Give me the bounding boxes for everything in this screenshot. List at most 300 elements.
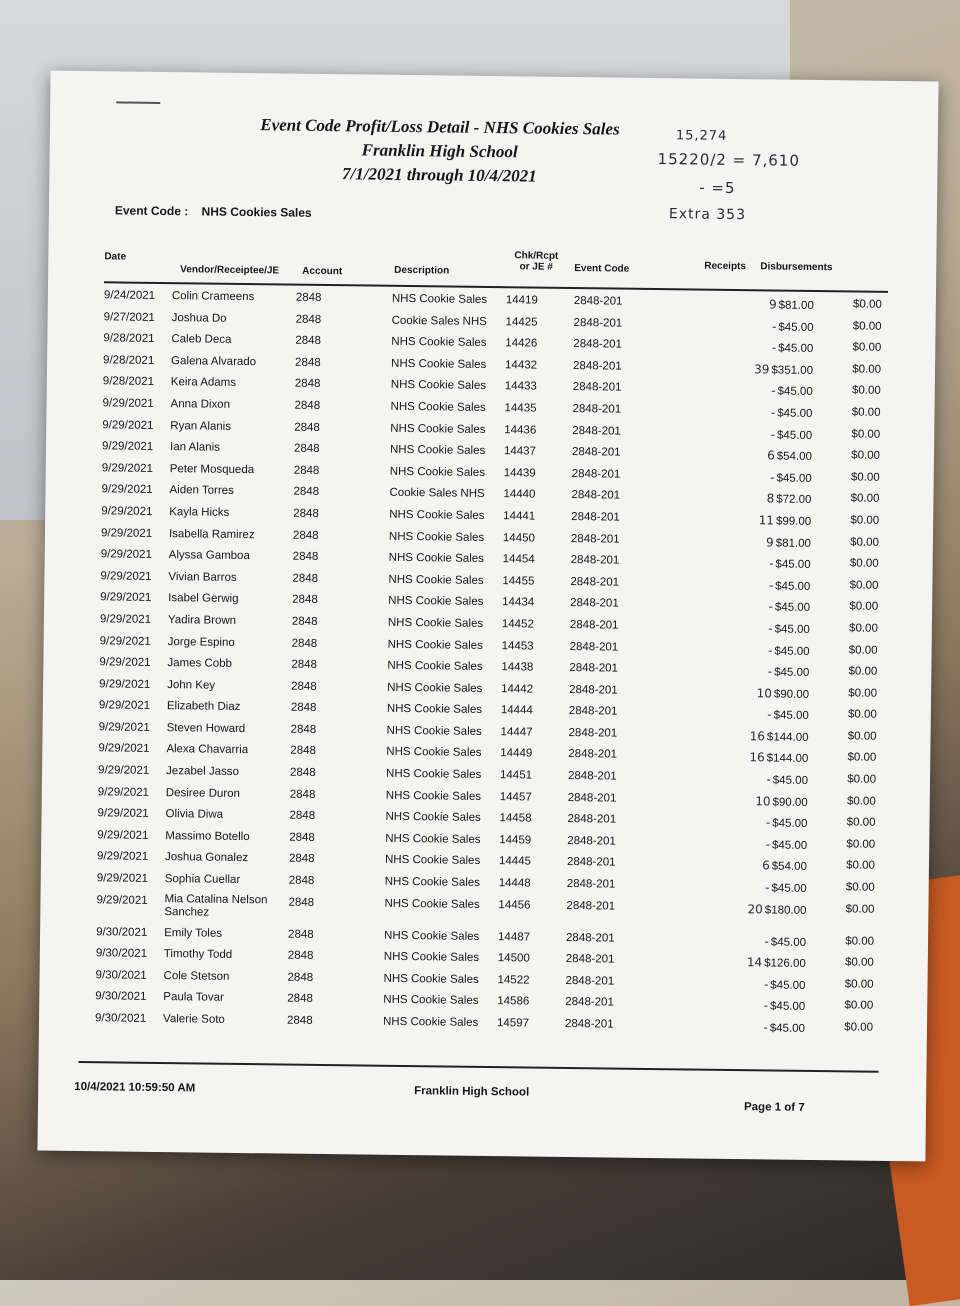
cell-vendor: Steven Howard	[166, 721, 246, 735]
cell-check-number: 14438	[501, 661, 534, 674]
cell-disbursements: $0.00	[844, 1021, 874, 1034]
cell-description: NHS Cookie Sales	[389, 443, 486, 458]
cell-receipts	[721, 513, 811, 528]
handwritten-tally: 16	[749, 750, 765, 765]
handwritten-tally: -	[771, 383, 776, 398]
receipt-amount: $45.00	[772, 774, 809, 787]
cell-event-code: 2848-201	[573, 316, 623, 330]
handwritten-note-4: Extra 353	[668, 206, 747, 224]
cell-date: 9/29/2021	[101, 440, 154, 454]
handwritten-tally: 11	[758, 513, 775, 528]
cell-disbursements: $0.00	[851, 427, 881, 441]
cell-event-code: 2848-201	[569, 618, 619, 632]
cell-disbursements: $0.00	[848, 643, 878, 657]
cell-account: 2848	[293, 507, 319, 520]
cell-vendor: Joshua Gonalez	[164, 851, 249, 865]
cell-receipts	[721, 556, 811, 571]
cell-account: 2848	[287, 992, 313, 1006]
handwritten-tally: 10	[756, 685, 772, 701]
cell-account: 2848	[288, 853, 315, 866]
cell-description: NHS Cookie Sales	[383, 994, 479, 1008]
cell-receipts	[722, 426, 812, 441]
cell-event-code: 2848-201	[566, 878, 616, 891]
cell-vendor: Ian Alanis	[169, 441, 220, 454]
cell-date: 9/29/2021	[101, 483, 153, 497]
receipt-amount: $45.00	[774, 623, 810, 636]
cell-event-code: 2848-201	[566, 931, 615, 945]
cell-disbursements: $0.00	[852, 363, 882, 376]
cell-disbursements: $0.00	[844, 999, 874, 1013]
handwritten-tally: 16	[749, 729, 766, 744]
cell-receipts	[723, 383, 813, 398]
receipt-amount: $45.00	[774, 645, 810, 658]
cell-description: NHS Cookie Sales	[384, 929, 480, 943]
handwritten-tally: -	[767, 642, 773, 657]
cell-disbursements: $0.00	[850, 471, 880, 484]
col-event-code: Event Code	[574, 263, 630, 275]
cell-description: NHS Cookie Sales	[384, 875, 481, 889]
cell-account: 2848	[290, 723, 317, 736]
receipt-amount: $45.00	[777, 385, 813, 399]
cell-date: 9/29/2021	[97, 785, 150, 799]
cell-receipts	[720, 578, 810, 593]
cell-account: 2848	[293, 442, 320, 456]
cell-account: 2848	[291, 658, 318, 672]
cell-date: 9/30/2021	[94, 1012, 147, 1025]
cell-receipts	[716, 933, 806, 948]
cell-check-number: 14487	[498, 930, 531, 944]
cell-vendor: Caleb Deca	[171, 333, 232, 347]
handwritten-tally: -	[770, 405, 776, 420]
cell-check-number: 14454	[502, 553, 535, 566]
receipt-amount: $81.00	[778, 299, 814, 312]
cell-receipts	[722, 470, 812, 485]
cell-vendor: Galena Alvarado	[171, 354, 257, 368]
cell-account: 2848	[292, 593, 318, 607]
cell-vendor: Anna Dixon	[170, 398, 231, 411]
cell-event-code: 2848-201	[571, 467, 621, 481]
cell-vendor: Kayla Hicks	[169, 506, 230, 519]
cell-vendor: Aiden Torres	[169, 484, 234, 498]
cell-event-code: 2848-201	[568, 726, 618, 740]
cell-description: NHS Cookie Sales	[382, 1015, 479, 1029]
cell-date: 9/28/2021	[103, 332, 155, 346]
cell-vendor: James Cobb	[167, 657, 233, 670]
cell-event-code: 2848-201	[570, 597, 619, 610]
cell-vendor: Olivia Diwa	[165, 808, 224, 822]
cell-check-number: 14436	[504, 423, 537, 437]
cell-check-number: 14459	[499, 833, 532, 847]
cell-event-code: 2848-201	[569, 683, 618, 697]
cell-event-code: 2848-201	[564, 1017, 614, 1031]
cell-disbursements: $0.00	[852, 341, 882, 354]
receipt-amount: $45.00	[775, 558, 811, 572]
cell-description: NHS Cookie Sales	[389, 465, 486, 479]
cell-description: NHS Cookie Sales	[387, 659, 483, 674]
receipt-amount: $45.00	[770, 936, 807, 949]
cell-date: 9/28/2021	[103, 354, 155, 367]
cell-date: 9/29/2021	[100, 569, 152, 583]
footer-school: Franklin High School	[414, 1085, 530, 1099]
cell-description: NHS Cookie Sales	[386, 724, 482, 738]
cell-vendor: Desiree Duron	[165, 786, 241, 800]
cell-check-number: 14522	[497, 973, 530, 987]
cell-check-number: 14444	[500, 704, 533, 717]
cell-receipts	[719, 664, 809, 679]
cell-event-code: 2848-201	[570, 532, 620, 546]
handwritten-tally: -	[765, 880, 770, 895]
receipt-amount: $45.00	[774, 666, 810, 680]
cell-check-number: 14452	[501, 618, 534, 631]
cell-account: 2848	[289, 788, 316, 801]
handwritten-tally: 10	[755, 793, 771, 809]
handwritten-tally: -	[763, 977, 769, 992]
report-school: Franklin High School	[361, 140, 518, 162]
receipt-amount: $45.00	[771, 839, 808, 852]
cell-event-code: 2848-201	[566, 856, 616, 870]
col-chk	[514, 250, 558, 273]
col-description: Description	[394, 264, 450, 277]
cell-disbursements: $0.00	[850, 492, 880, 506]
handwritten-tally: -	[768, 621, 773, 636]
col-account: Account	[302, 265, 343, 278]
cell-description: NHS Cookie Sales	[388, 573, 484, 587]
cell-account: 2848	[289, 766, 316, 779]
cell-date: 9/29/2021	[102, 397, 154, 410]
cell-disbursements: $0.00	[847, 751, 877, 765]
cell-account: 2848	[294, 377, 321, 391]
cell-date: 9/30/2021	[95, 947, 148, 961]
cell-disbursements: $0.00	[844, 978, 874, 991]
cell-description: NHS Cookie Sales	[391, 357, 487, 371]
cell-description: NHS Cookie Sales	[387, 616, 484, 630]
cell-account: 2848	[291, 637, 318, 650]
cell-date: 9/30/2021	[95, 990, 147, 1004]
cell-check-number: 14434	[502, 596, 535, 609]
cell-check-number: 14457	[499, 790, 532, 804]
cell-vendor: Mia Catalina Nelson Sanchez	[164, 892, 268, 919]
cell-disbursements: $0.00	[849, 579, 879, 592]
cell-check-number: 14451	[499, 769, 533, 782]
cell-event-code: 2848-201	[568, 705, 618, 718]
cell-check-number: 14456	[498, 898, 531, 912]
cell-receipts	[716, 901, 806, 916]
receipt-amount: $45.00	[778, 321, 814, 334]
cell-disbursements: $0.00	[851, 384, 881, 398]
cell-disbursements: $0.00	[846, 795, 876, 808]
cell-disbursements: $0.00	[846, 838, 876, 851]
cell-account: 2848	[290, 701, 317, 715]
handwritten-tally: -	[767, 664, 773, 679]
cell-account: 2848	[295, 334, 322, 348]
cell-description: NHS Cookie Sales	[384, 897, 480, 911]
cell-check-number: 14433	[504, 380, 537, 393]
cell-date: 9/29/2021	[98, 699, 151, 713]
cell-receipts	[717, 837, 807, 852]
cell-check-number: 14441	[503, 510, 536, 523]
cell-description: NHS Cookie Sales	[383, 972, 479, 986]
cell-disbursements: $0.00	[845, 881, 875, 894]
cell-event-code: 2848-201	[572, 359, 622, 373]
footer-timestamp: 10/4/2021 10:59:50 AM	[74, 1080, 196, 1095]
cell-event-code: 2848-201	[570, 554, 620, 567]
cell-vendor: Elizabeth Diaz	[166, 700, 241, 714]
cell-description: NHS Cookie Sales	[386, 703, 483, 717]
cell-disbursements: $0.00	[848, 665, 878, 678]
cell-disbursements: $0.00	[847, 773, 877, 786]
cell-description: NHS Cookie Sales	[385, 832, 481, 846]
handwritten-tally: -	[768, 578, 774, 593]
cell-date: 9/29/2021	[100, 548, 152, 562]
cell-vendor: Valerie Soto	[162, 1013, 225, 1026]
col-chk-line2: or JE #	[519, 261, 553, 273]
receipt-amount: $90.00	[773, 688, 810, 701]
cell-disbursements: $0.00	[845, 935, 875, 948]
cell-account: 2848	[288, 896, 315, 909]
cell-account: 2848	[293, 485, 320, 499]
cell-check-number: 14447	[500, 726, 533, 739]
cell-vendor: Isabella Ramirez	[168, 527, 255, 541]
handwritten-tally: -	[765, 837, 771, 852]
cell-date: 9/29/2021	[98, 721, 150, 734]
cell-date: 9/29/2021	[96, 872, 149, 885]
cell-description: NHS Cookie Sales	[383, 950, 480, 965]
cell-vendor: Jezabel Jasso	[166, 765, 240, 779]
cell-description: NHS Cookie Sales	[391, 292, 488, 306]
cell-description: NHS Cookie Sales	[385, 767, 482, 781]
cell-account: 2848	[286, 1014, 313, 1027]
cell-check-number: 14426	[505, 337, 538, 350]
cell-receipts	[720, 621, 810, 636]
report-header	[199, 112, 680, 190]
cell-description: NHS Cookie Sales	[388, 595, 484, 609]
cell-description: NHS Cookie Sales	[388, 551, 485, 566]
cell-description: Cookie Sales NHS	[391, 314, 487, 328]
cell-date: 9/29/2021	[96, 893, 148, 907]
cell-vendor: Vivian Barros	[168, 570, 237, 584]
cell-description: NHS Cookie Sales	[386, 746, 482, 760]
receipt-amount: $45.00	[771, 882, 807, 895]
report-date-range: 7/1/2021 through 10/4/2021	[341, 164, 537, 186]
cell-receipts	[716, 955, 806, 970]
cell-vendor: Massimo Botello	[165, 829, 250, 843]
receipt-amount: $351.00	[771, 364, 814, 377]
handwritten-tally: 39	[754, 362, 770, 377]
cell-check-number: 14435	[504, 402, 537, 415]
cell-disbursements: $0.00	[846, 859, 876, 873]
cell-account: 2848	[294, 399, 321, 412]
cell-date: 9/29/2021	[98, 742, 150, 756]
cell-check-number: 14597	[496, 1017, 530, 1030]
col-disbursements: Disbursements	[760, 261, 833, 274]
cell-account: 2848	[295, 313, 322, 326]
cell-check-number: 14432	[504, 358, 538, 372]
cell-receipts	[723, 318, 813, 333]
hole-punch-mark	[116, 101, 160, 104]
receipt-amount: $45.00	[778, 342, 814, 356]
cell-receipts	[719, 686, 809, 701]
cell-event-code: 2848-201	[566, 899, 616, 913]
receipt-amount: $144.00	[766, 752, 809, 766]
cell-check-number: 14440	[503, 488, 536, 501]
cell-date: 9/29/2021	[99, 613, 152, 626]
handwritten-tally: 9	[766, 534, 774, 550]
cell-account: 2848	[292, 572, 319, 585]
cell-receipts	[715, 977, 805, 992]
cell-receipts	[715, 998, 805, 1013]
cell-vendor: Alexa Chavarria	[166, 743, 249, 757]
cell-description: NHS Cookie Sales	[387, 681, 483, 695]
cell-date: 9/29/2021	[97, 807, 149, 821]
receipt-amount: $45.00	[775, 580, 811, 593]
receipt-amount: $45.00	[776, 472, 812, 485]
cell-event-code: 2848-201	[565, 953, 615, 966]
cell-receipts	[724, 297, 814, 312]
cell-event-code: 2848-201	[572, 381, 622, 394]
handwritten-tally: -	[764, 934, 769, 949]
cell-event-code: 2848-201	[573, 338, 623, 351]
cell-disbursements: $0.00	[845, 903, 875, 916]
handwritten-tally: -	[770, 470, 775, 485]
receipt-amount: $90.00	[772, 796, 808, 809]
cell-receipts	[718, 793, 808, 808]
cell-vendor: Joshua Do	[171, 311, 227, 325]
cell-vendor: Paula Tovar	[163, 991, 224, 1005]
cell-check-number: 14458	[499, 812, 532, 825]
cell-disbursements: $0.00	[851, 449, 881, 462]
cell-receipts	[721, 534, 811, 549]
cell-date: 9/29/2021	[98, 764, 150, 777]
cell-vendor: Colin Crameens	[171, 290, 255, 304]
cell-event-code: 2848-201	[565, 974, 615, 988]
cell-date: 9/29/2021	[99, 656, 151, 669]
footer-rule	[79, 1061, 879, 1073]
handwritten-note-3: - =5	[699, 178, 736, 197]
col-date: Date	[104, 251, 127, 263]
cell-date: 9/24/2021	[103, 289, 156, 302]
cell-receipts	[722, 448, 812, 463]
cell-receipts	[720, 642, 810, 657]
handwritten-tally: -	[763, 1020, 768, 1035]
cell-account: 2848	[287, 971, 314, 984]
handwritten-note-1: 15,274	[675, 128, 728, 144]
handwritten-tally: -	[771, 340, 777, 355]
cell-description: NHS Cookie Sales	[387, 638, 483, 652]
cell-event-code: 2848-201	[567, 791, 617, 805]
cell-disbursements: $0.00	[850, 535, 880, 549]
cell-date: 9/29/2021	[100, 526, 153, 540]
receipt-amount: $81.00	[775, 537, 811, 550]
cell-event-code: 2848-201	[565, 996, 614, 1009]
cell-date: 9/29/2021	[101, 505, 153, 518]
receipt-amount: $45.00	[769, 1000, 806, 1014]
cell-check-number: 14425	[505, 315, 538, 329]
cell-vendor: Peter Mosqueda	[169, 462, 255, 476]
report-page	[37, 71, 938, 1162]
cell-event-code: 2848-201	[570, 575, 620, 589]
receipt-amount: $180.00	[764, 904, 807, 917]
handwritten-tally: 6	[767, 448, 775, 463]
receipt-amount: $45.00	[777, 407, 813, 420]
receipt-amount: $45.00	[770, 979, 806, 992]
cell-account: 2848	[295, 291, 322, 304]
cell-vendor: Isabel Gerwig	[168, 592, 239, 606]
cell-disbursements: $0.00	[849, 557, 879, 570]
cell-disbursements: $0.00	[846, 816, 876, 829]
handwritten-tally: 20	[747, 901, 763, 917]
receipt-amount: $45.00	[769, 1022, 806, 1035]
cell-receipts	[717, 880, 807, 895]
col-vendor: Vendor/Receiptee/JE	[180, 264, 280, 277]
event-code-line	[115, 203, 312, 219]
cell-event-code: 2848-201	[572, 424, 621, 438]
event-code-label: Event Code :	[114, 203, 189, 219]
cell-date: 9/29/2021	[96, 850, 149, 864]
cell-description: NHS Cookie Sales	[388, 530, 485, 544]
cell-description: NHS Cookie Sales	[389, 508, 485, 522]
handwritten-tally: -	[767, 707, 772, 722]
cell-vendor: John Key	[167, 678, 216, 692]
cell-account: 2848	[293, 464, 320, 477]
cell-account: 2848	[290, 745, 317, 758]
cell-check-number: 14449	[500, 747, 533, 761]
cell-receipts	[718, 729, 808, 744]
receipt-amount: $45.00	[776, 429, 813, 442]
col-chk-line1: Chk/Rcpt	[514, 250, 559, 262]
cell-date: 9/29/2021	[99, 677, 151, 691]
cell-receipts	[718, 750, 808, 765]
cell-event-code: 2848-201	[567, 770, 617, 783]
handwritten-tally: -	[763, 998, 769, 1013]
cell-account: 2848	[291, 680, 317, 693]
cell-check-number: 14586	[497, 995, 530, 1008]
cell-receipts	[723, 362, 813, 377]
cell-event-code: 2848-201	[569, 662, 619, 675]
cell-vendor: Ryan Alanis	[170, 419, 232, 433]
cell-event-code: 2848-201	[567, 834, 616, 848]
cell-date: 9/28/2021	[102, 375, 155, 389]
receipt-amount: $45.00	[772, 817, 808, 831]
handwritten-tally: 6	[762, 858, 770, 873]
cell-account: 2848	[291, 615, 318, 628]
cell-description: NHS Cookie Sales	[390, 422, 486, 436]
cell-event-code: 2848-201	[567, 813, 617, 826]
report-title: Event Code Profit/Loss Detail - NHS Cookies Sales	[260, 115, 620, 139]
cell-receipts	[720, 599, 810, 614]
cell-disbursements: $0.00	[851, 406, 881, 419]
cell-account: 2848	[292, 550, 319, 564]
cell-check-number: 14450	[502, 531, 536, 545]
cell-description: NHS Cookie Sales	[390, 379, 487, 393]
cell-receipts	[715, 1020, 805, 1035]
handwritten-tally: -	[768, 599, 774, 614]
cell-event-code: 2848-201	[572, 402, 622, 416]
cell-date: 9/30/2021	[95, 969, 147, 982]
cell-disbursements: $0.00	[849, 622, 878, 635]
receipt-amount: $144.00	[766, 731, 809, 744]
cell-event-code: 2848-201	[571, 510, 620, 524]
cell-receipts	[718, 772, 808, 787]
receipt-amount: $72.00	[776, 493, 812, 507]
receipt-amount: $99.00	[775, 515, 812, 528]
cell-disbursements: $0.00	[847, 708, 877, 722]
cell-account: 2848	[292, 529, 319, 542]
handwritten-tally: -	[765, 815, 771, 830]
cell-vendor: Sophia Cuellar	[164, 873, 241, 887]
cell-account: 2848	[289, 831, 315, 844]
cell-account: 2848	[294, 421, 320, 434]
cell-vendor: Timothy Todd	[163, 948, 233, 962]
